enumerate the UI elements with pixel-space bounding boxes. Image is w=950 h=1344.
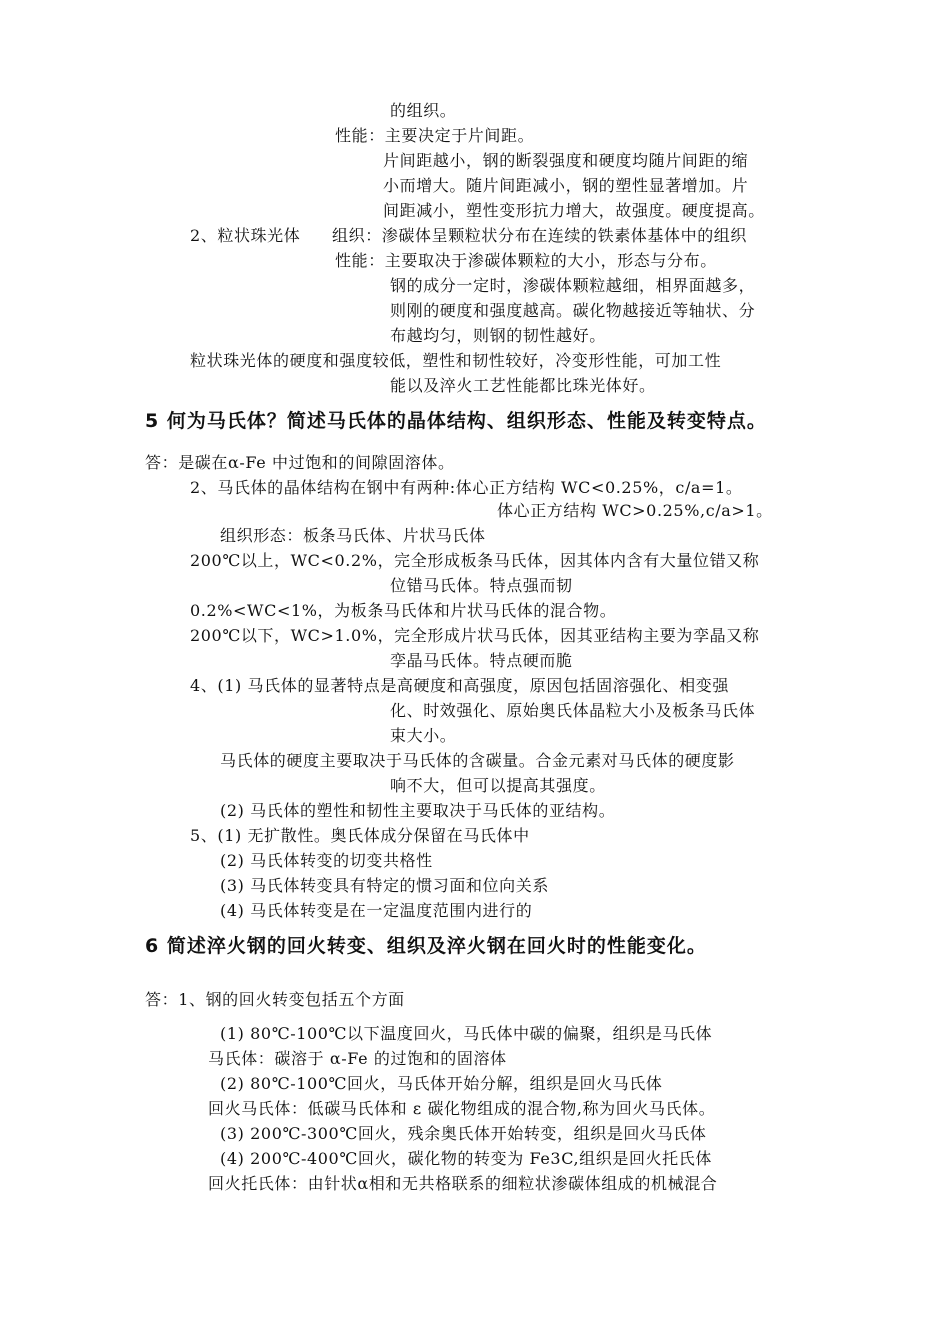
item-label: 2、粒状珠光体 <box>190 226 301 245</box>
text-line: 布越均匀，则钢的韧性越好。 <box>390 326 606 345</box>
answer-line: 200℃以上，WC<0.2%，完全形成板条马氏体，因其体内含有大量位错又称 <box>190 551 760 570</box>
answer-line: 5、(1) 无扩散性。奥氏体成分保留在马氏体中 <box>190 826 530 845</box>
answer-line: 4、(1) 马氏体的显著特点是高硬度和高强度，原因包括固溶强化、相变强 <box>190 676 729 695</box>
answer-line: 体心正方结构 WC>0.25%,c/a>1。 <box>497 501 773 520</box>
answer-line: 束大小。 <box>390 726 457 745</box>
answer-line: 马氏体：碳溶于 α-Fe 的过饱和的固溶体 <box>208 1049 507 1068</box>
answer-line: (3) 马氏体转变具有特定的惯习面和位向关系 <box>220 876 549 895</box>
answer-line: (2) 马氏体的塑性和韧性主要取决于马氏体的亚结构。 <box>220 801 616 820</box>
text-line: 小而增大。随片间距减小，钢的塑性显著增加。片 <box>383 176 749 195</box>
text-line: 粒状珠光体的硬度和强度较低，塑性和韧性较好，冷变形性能，可加工性 <box>190 351 722 370</box>
answer-line: 马氏体的硬度主要取决于马氏体的含碳量。合金元素对马氏体的硬度影 <box>220 751 735 770</box>
answer-line: 位错马氏体。特点强而韧 <box>390 576 573 595</box>
answer-line: (4) 200℃-400℃回火，碳化物的转变为 Fe3C,组织是回火托氏体 <box>220 1149 712 1168</box>
answer-line: 回火马氏体：低碳马氏体和 ε 碳化物组成的混合物,称为回火马氏体。 <box>208 1099 716 1118</box>
answer-line: 回火托氏体：由针状α相和无共格联系的细粒状渗碳体组成的机械混合 <box>208 1174 718 1193</box>
text-line: 组织：渗碳体呈颗粒状分布在连续的铁素体基体中的组织 <box>332 226 748 245</box>
answer-line: (3) 200℃-300℃回火，残余奥氏体开始转变，组织是回火马氏体 <box>220 1124 707 1143</box>
answer-line: (2) 马氏体转变的切变共格性 <box>220 851 433 870</box>
text-line: 的组织。 <box>390 101 457 120</box>
answer-line: 0.2%<WC<1%，为板条马氏体和片状马氏体的混合物。 <box>190 601 617 620</box>
question-5-title: 5 何为马氏体？简述马氏体的晶体结构、组织形态、性能及转变特点。 <box>145 410 767 432</box>
answer-line: 答：1、钢的回火转变包括五个方面 <box>145 990 405 1009</box>
answer-line: 2、马氏体的晶体结构在钢中有两种:体心正方结构 WC<0.25%，c/a=1。 <box>190 478 743 497</box>
answer-line: 化、时效强化、原始奥氏体晶粒大小及板条马氏体 <box>390 701 756 720</box>
answer-line: 孪晶马氏体。特点硬而脆 <box>390 651 573 670</box>
text-line: 性能：主要决定于片间距。 <box>335 126 535 145</box>
answer-line: (1) 80℃-100℃以下温度回火，马氏体中碳的偏聚，组织是马氏体 <box>220 1024 713 1043</box>
answer-line: 200℃以下，WC>1.0%，完全形成片状马氏体，因其亚结构主要为孪晶又称 <box>190 626 760 645</box>
answer-line: (4) 马氏体转变是在一定温度范围内进行的 <box>220 901 533 920</box>
question-6-title: 6 简述淬火钢的回火转变、组织及淬火钢在回火时的性能变化。 <box>145 935 707 957</box>
answer-line: 响不大，但可以提高其强度。 <box>390 776 606 795</box>
text-line: 性能：主要取决于渗碳体颗粒的大小，形态与分布。 <box>335 251 717 270</box>
text-line: 片间距越小，钢的断裂强度和硬度均随片间距的缩 <box>383 151 749 170</box>
answer-line: 组织形态：板条马氏体、片状马氏体 <box>220 526 486 545</box>
text-line: 钢的成分一定时，渗碳体颗粒越细，相界面越多， <box>390 276 756 295</box>
text-line: 则刚的硬度和强度越高。碳化物越接近等轴状、分 <box>390 301 756 320</box>
text-line: 能以及淬火工艺性能都比珠光体好。 <box>390 376 656 395</box>
text-line: 间距减小，塑性变形抗力增大，故强度。硬度提高。 <box>383 201 765 220</box>
answer-line: (2) 80℃-100℃回火，马氏体开始分解，组织是回火马氏体 <box>220 1074 663 1093</box>
answer-line: 答：是碳在α-Fe 中过饱和的间隙固溶体。 <box>145 453 455 472</box>
